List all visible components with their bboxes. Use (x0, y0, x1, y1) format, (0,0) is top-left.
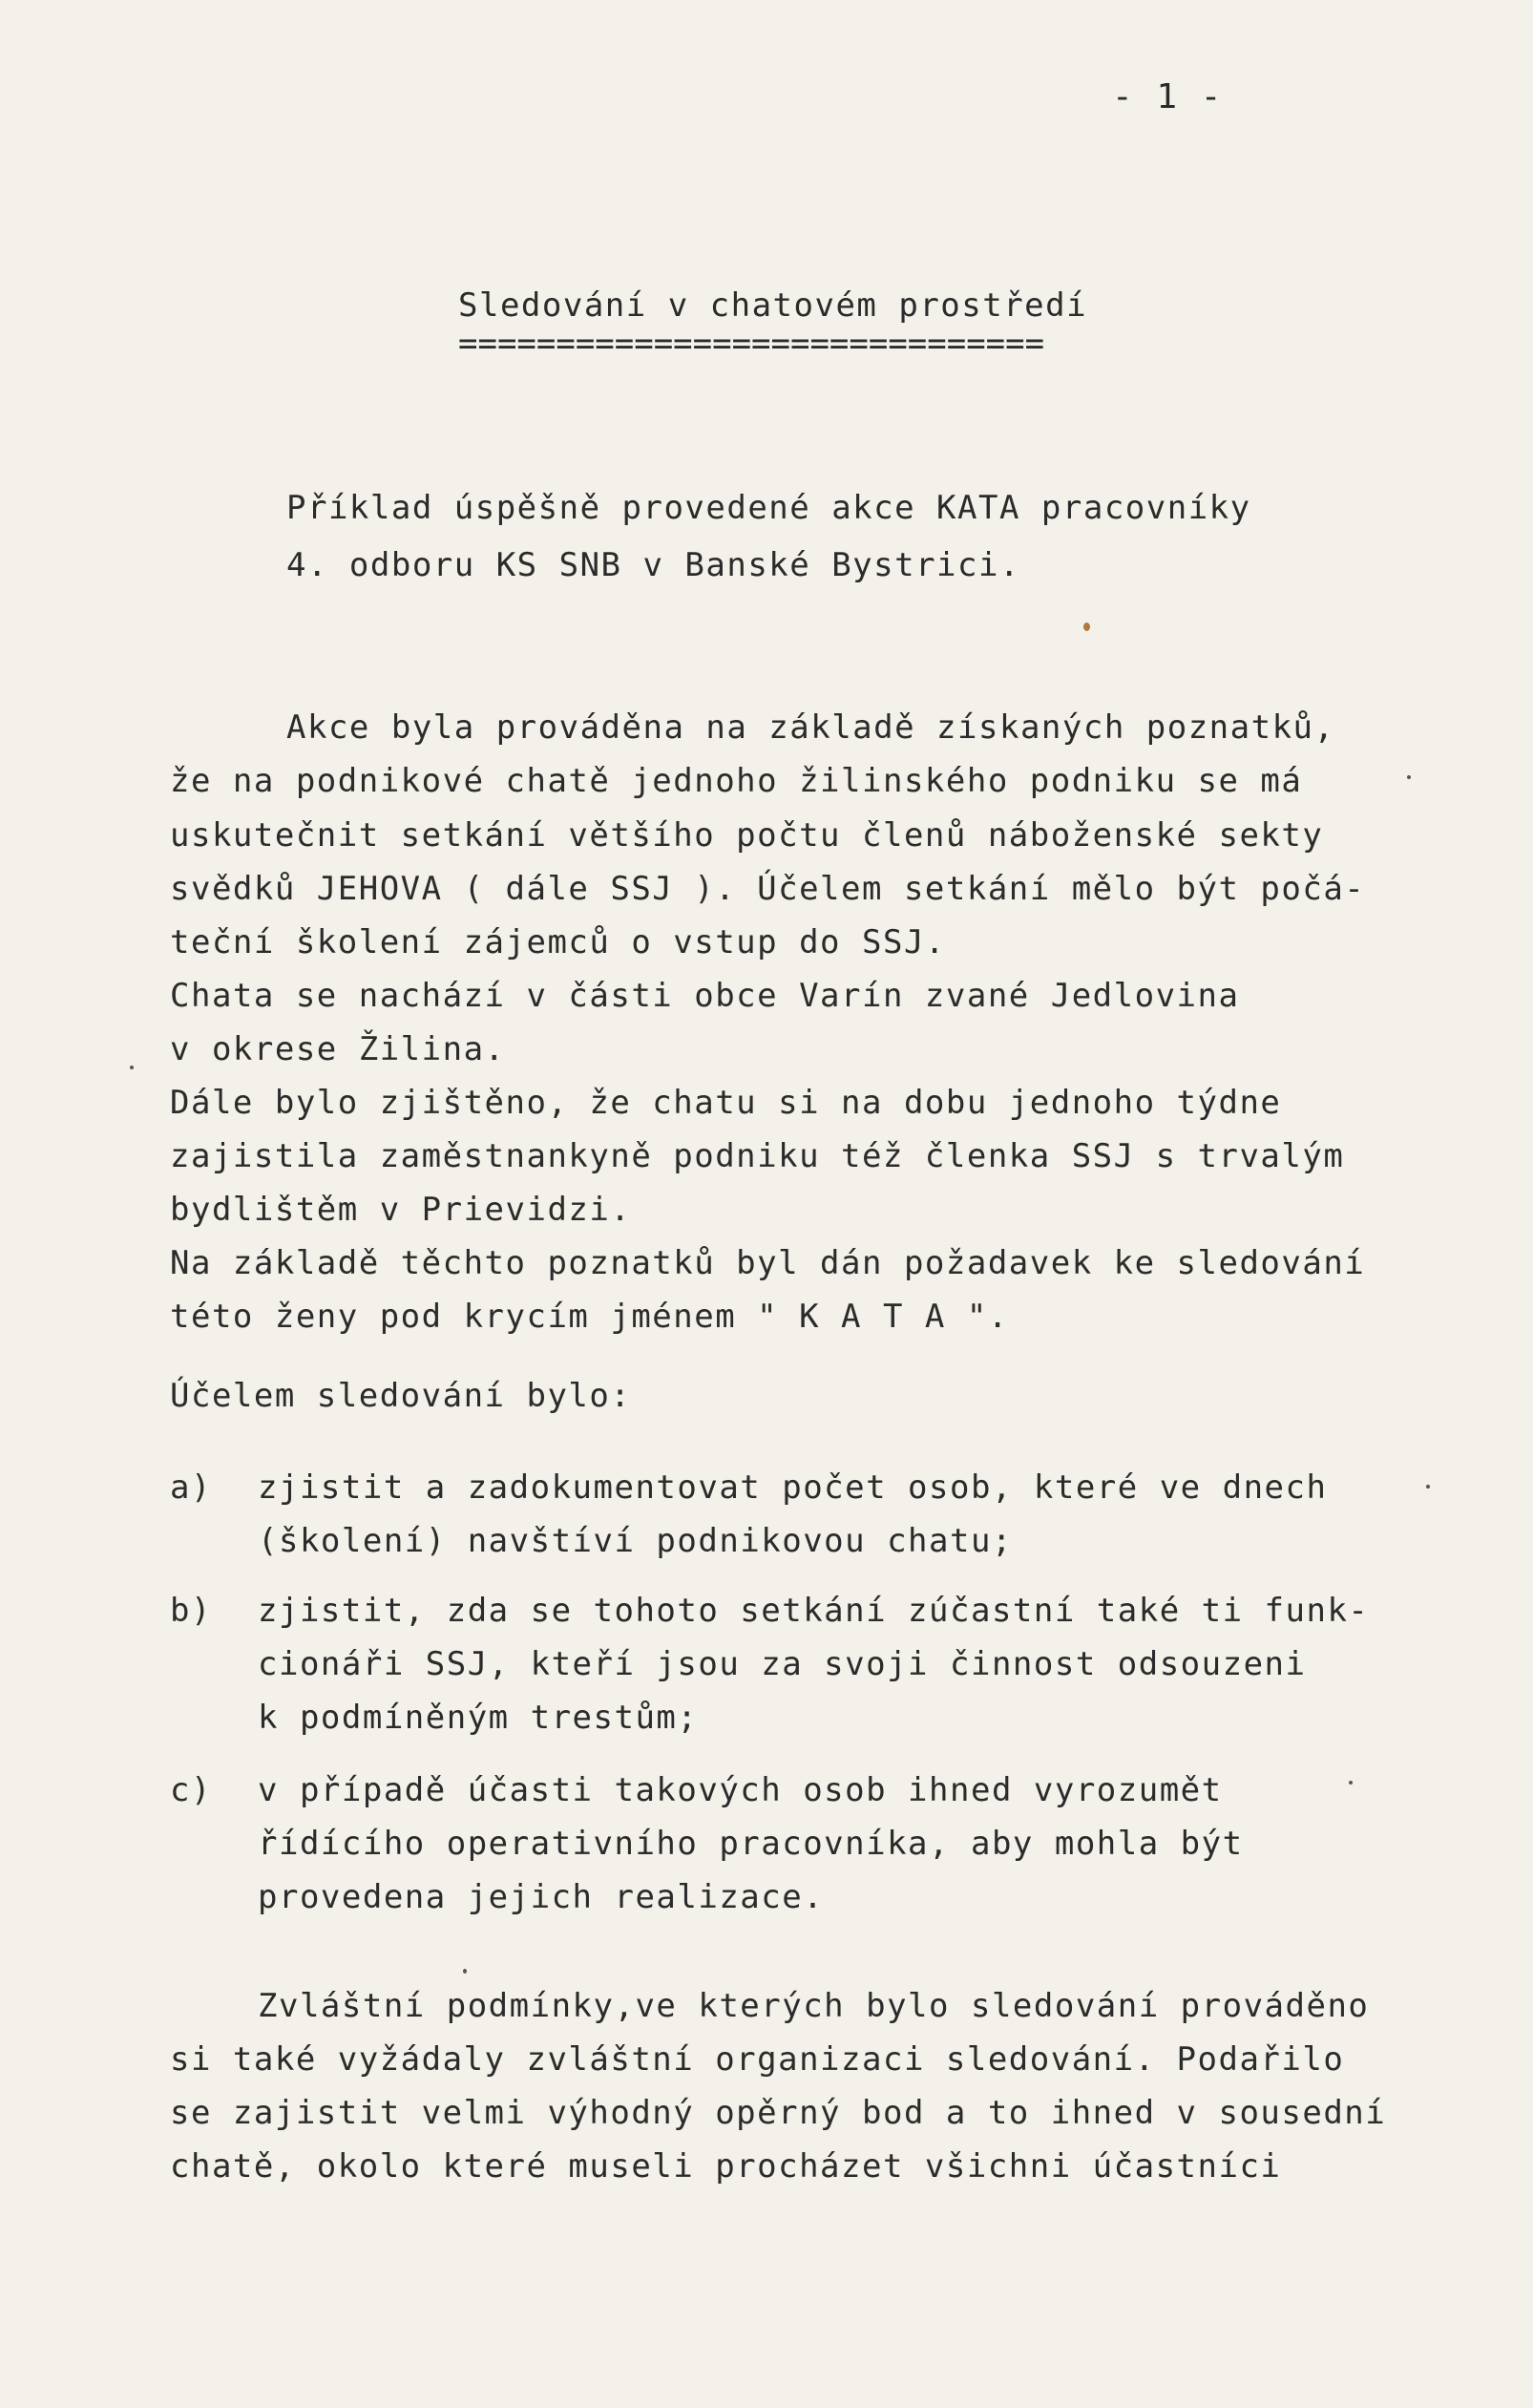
paragraph-line: že na podnikové chatě jednoho žilinského podniku se má (170, 762, 1303, 800)
list-item-line: zjistit, zda se tohoto setkání zúčastní také ti funk- (258, 1592, 1370, 1630)
paragraph-line: bydlištěm v Prievidzi. (170, 1191, 632, 1229)
list-item-line: řídícího operativního pracovníka, aby mohla být (258, 1825, 1244, 1863)
title-underline: ============================== (458, 325, 1045, 363)
paragraph-line: uskutečnit setkání většího počtu členů náboženské sekty (170, 816, 1324, 855)
paragraph-line: zajistila zaměstnankyně podniku též členka SSJ s trvalým (170, 1137, 1345, 1175)
paper-speck (1083, 623, 1090, 631)
paragraph-line: této ženy pod krycím jménem " K A T A ". (170, 1298, 1009, 1336)
paragraph-line: v okrese Žilina. (170, 1030, 506, 1068)
paragraph-line: Na základě těchto poznatků byl dán požadavek ke sledování (170, 1244, 1366, 1282)
list-item-line: k podmíněným trestům; (258, 1699, 699, 1737)
purpose-heading: Účelem sledování bylo: (170, 1377, 632, 1415)
paper-speck (130, 1066, 134, 1069)
paragraph-line: svědků JEHOVA ( dále SSJ ). Účelem setkání mělo být počá- (170, 870, 1366, 908)
paragraph-line: Zvláštní podmínky,ve kterých bylo sledování prováděno (258, 1987, 1370, 2025)
paper-speck (1349, 1781, 1353, 1785)
list-marker: a) (170, 1468, 212, 1507)
intro-line: Příklad úspěšně provedené akce KATA pracovníky (286, 489, 1251, 527)
paragraph-line: chatě, okolo které museli procházet všichni účastníci (170, 2147, 1282, 2186)
document-title: Sledování v chatovém prostředí (458, 286, 1088, 325)
paragraph-line: Dále bylo zjištěno, že chatu si na dobu jednoho týdne (170, 1084, 1282, 1122)
paragraph-line: Chata se nachází v části obce Varín zvané Jedlovina (170, 977, 1240, 1015)
list-marker: b) (170, 1592, 212, 1630)
list-item-line: zjistit a zadokumentovat počet osob, které ve dnech (258, 1468, 1328, 1507)
paragraph-line: si také vyžádaly zvláštní organizaci sledování. Podařilo (170, 2040, 1345, 2079)
list-item-line: v případě účasti takových osob ihned vyrozumět (258, 1771, 1223, 1809)
paper-speck (463, 1969, 467, 1974)
paper-speck (1407, 775, 1411, 779)
list-item-line: cionáři SSJ, kteří jsou za svoji činnost odsouzeni (258, 1645, 1307, 1683)
paper-speck (1426, 1485, 1430, 1489)
paragraph-line: teční školení zájemců o vstup do SSJ. (170, 923, 946, 961)
paragraph-line: Akce byla prováděna na základě získaných poznatků, (286, 708, 1335, 747)
paragraph-line: se zajistit velmi výhodný opěrný bod a to ihned v sousední (170, 2094, 1387, 2132)
page-number: - 1 - (1112, 77, 1223, 116)
list-item-line: (školení) navštíví podnikovou chatu; (258, 1522, 1013, 1560)
list-item-line: provedena jejich realizace. (258, 1878, 825, 1916)
list-marker: c) (170, 1771, 212, 1809)
intro-line: 4. odboru KS SNB v Banské Bystrici. (286, 546, 1020, 584)
